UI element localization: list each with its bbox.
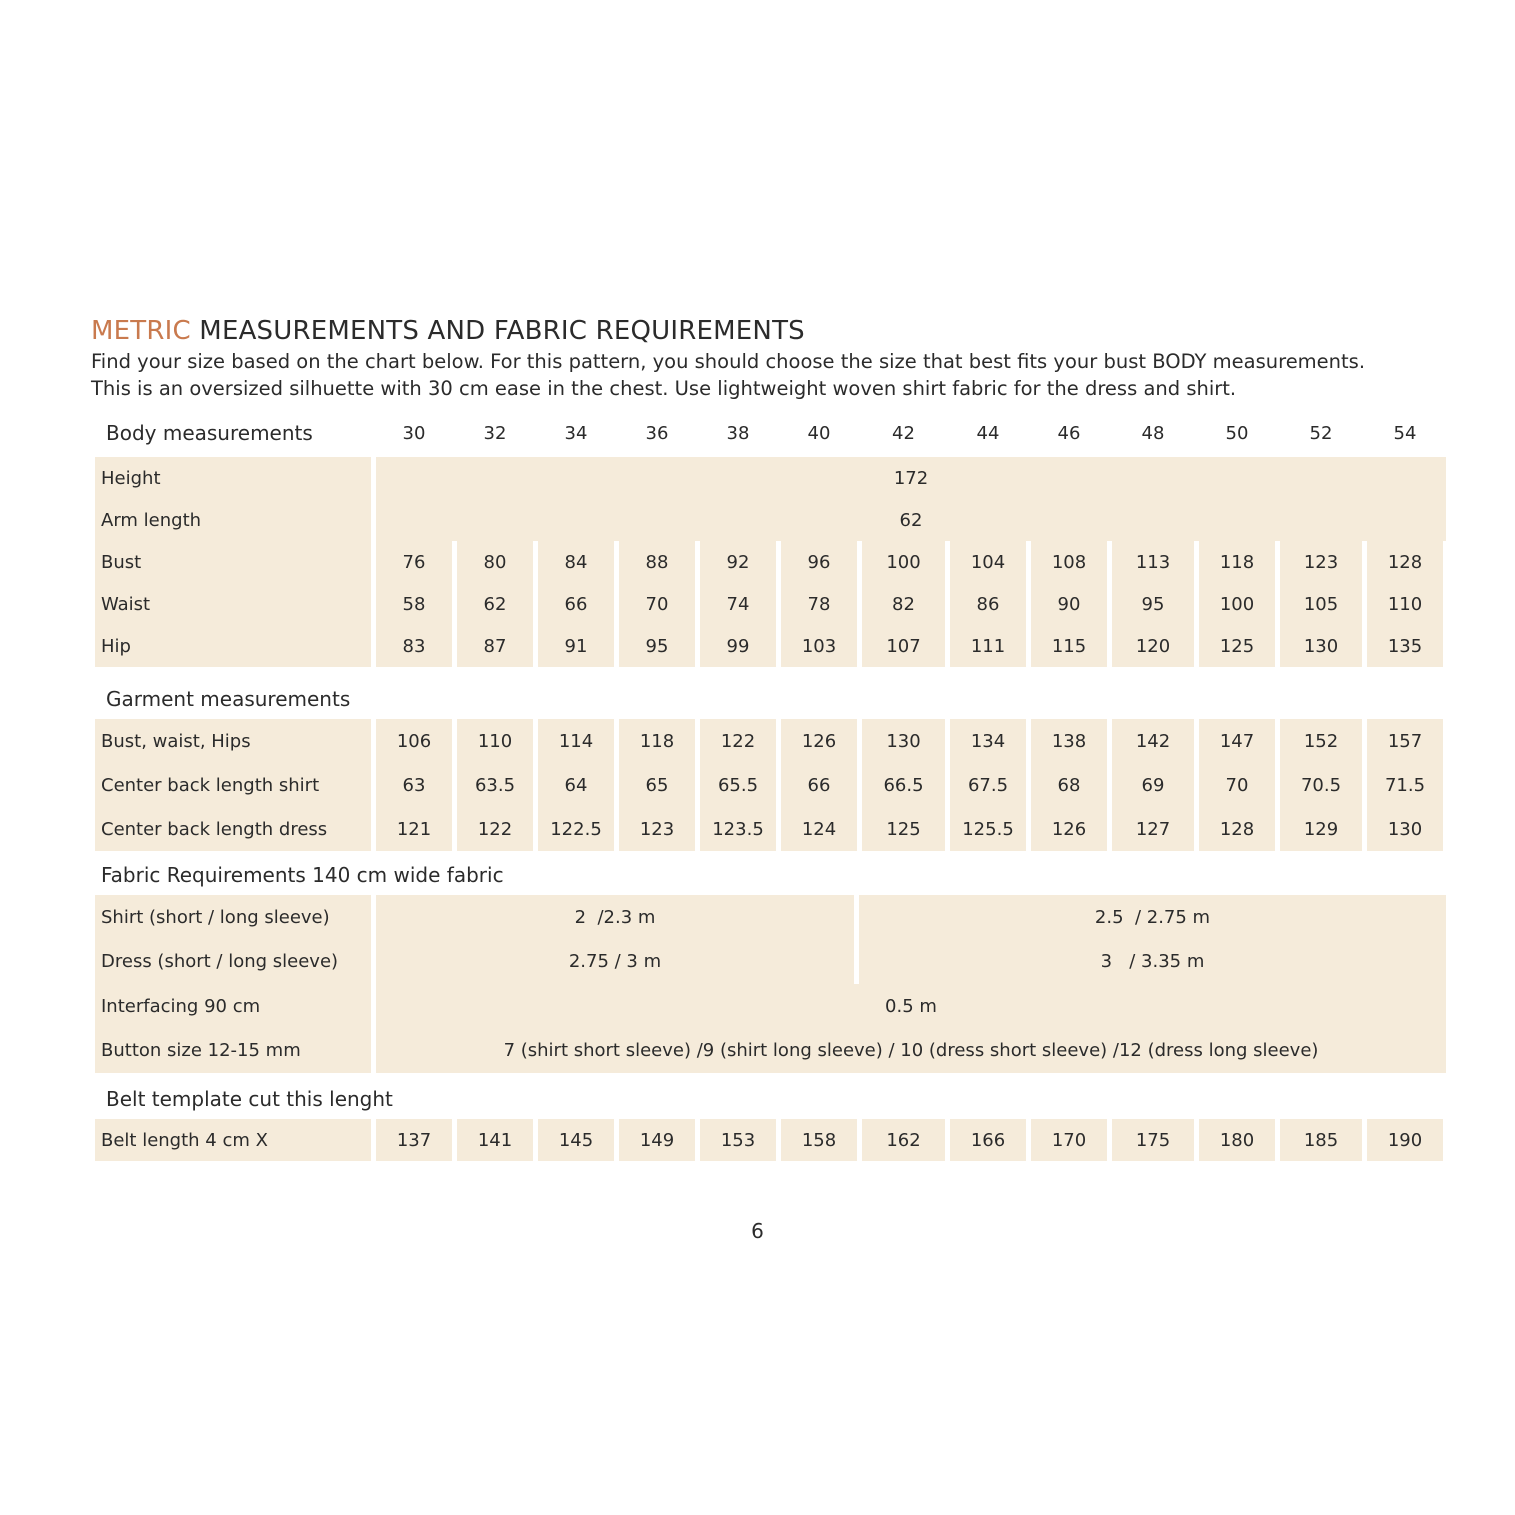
page-heading bbox=[91, 316, 805, 346]
table-cell: 149 bbox=[619, 1119, 695, 1161]
table-cell: 110 bbox=[1367, 583, 1443, 625]
row-label: Waist bbox=[95, 583, 371, 625]
table-cell: 122 bbox=[700, 719, 776, 763]
table-cell: 122 bbox=[457, 807, 533, 851]
table-cell: 145 bbox=[538, 1119, 614, 1161]
table-cell: 86 bbox=[950, 583, 1026, 625]
table-cell: 157 bbox=[1367, 719, 1443, 763]
table-row bbox=[95, 717, 1440, 763]
table-row bbox=[95, 805, 1440, 851]
table-cell-span: 62 bbox=[376, 499, 1446, 541]
table-cell-span: 2.75 / 3 m bbox=[376, 940, 854, 985]
table-cell: 126 bbox=[1031, 807, 1107, 851]
table-cell: 80 bbox=[457, 541, 533, 583]
row-label: Arm length bbox=[95, 499, 371, 541]
section-header-row bbox=[95, 1071, 1440, 1117]
row-label: Height bbox=[95, 457, 371, 499]
section-title: Belt template cut this lenght bbox=[106, 1087, 393, 1111]
table-cell: 76 bbox=[376, 541, 452, 583]
row-label: Button size 12-15 mm bbox=[95, 1029, 371, 1074]
table-cell: 134 bbox=[950, 719, 1026, 763]
size-header: 38 bbox=[726, 422, 750, 444]
section-title: Garment measurements bbox=[106, 687, 351, 711]
table-cell: 142 bbox=[1112, 719, 1194, 763]
table-cell: 70.5 bbox=[1280, 763, 1362, 807]
table-cell: 66.5 bbox=[862, 763, 945, 807]
table-cell: 130 bbox=[862, 719, 945, 763]
table-row bbox=[95, 1027, 1440, 1074]
table-cell: 74 bbox=[700, 583, 776, 625]
table-cell: 65 bbox=[619, 763, 695, 807]
table-cell: 123 bbox=[1280, 541, 1362, 583]
size-header: 30 bbox=[402, 422, 426, 444]
size-header: 42 bbox=[892, 422, 915, 444]
table-cell: 190 bbox=[1367, 1119, 1443, 1161]
table-cell-span: 172 bbox=[376, 457, 1446, 499]
table-cell: 91 bbox=[538, 625, 614, 667]
table-cell: 118 bbox=[1199, 541, 1275, 583]
table-row bbox=[95, 1117, 1440, 1161]
table-cell: 147 bbox=[1199, 719, 1275, 763]
table-cell: 166 bbox=[950, 1119, 1026, 1161]
table-cell-span: 0.5 m bbox=[376, 984, 1446, 1029]
size-header: 36 bbox=[645, 422, 669, 444]
intro-text bbox=[91, 348, 1365, 402]
row-label: Center back length dress bbox=[95, 807, 371, 851]
measurement-table bbox=[95, 413, 1440, 1159]
table-cell: 135 bbox=[1367, 625, 1443, 667]
table-cell: 129 bbox=[1280, 807, 1362, 851]
size-header: 40 bbox=[807, 422, 831, 444]
size-header: 48 bbox=[1141, 422, 1165, 444]
table-cell: 138 bbox=[1031, 719, 1107, 763]
table-cell: 106 bbox=[376, 719, 452, 763]
table-cell: 70 bbox=[619, 583, 695, 625]
table-cell: 108 bbox=[1031, 541, 1107, 583]
table-cell: 110 bbox=[457, 719, 533, 763]
table-row bbox=[95, 893, 1440, 940]
table-cell: 83 bbox=[376, 625, 452, 667]
table-cell: 114 bbox=[538, 719, 614, 763]
table-cell: 125.5 bbox=[950, 807, 1026, 851]
table-cell: 100 bbox=[862, 541, 945, 583]
table-cell: 68 bbox=[1031, 763, 1107, 807]
table-cell: 107 bbox=[862, 625, 945, 667]
table-cell: 95 bbox=[1112, 583, 1194, 625]
row-label: Hip bbox=[95, 625, 371, 667]
table-cell: 120 bbox=[1112, 625, 1194, 667]
table-cell: 62 bbox=[457, 583, 533, 625]
table-cell: 70 bbox=[1199, 763, 1275, 807]
table-cell: 128 bbox=[1367, 541, 1443, 583]
size-header: 54 bbox=[1393, 422, 1417, 444]
table-row bbox=[95, 982, 1440, 1029]
table-cell: 121 bbox=[376, 807, 452, 851]
table-cell: 71.5 bbox=[1367, 763, 1443, 807]
size-header: 52 bbox=[1309, 422, 1333, 444]
heading-accent: METRIC bbox=[91, 316, 191, 346]
table-cell: 175 bbox=[1112, 1119, 1194, 1161]
page-number: 6 bbox=[751, 1219, 764, 1243]
table-cell: 141 bbox=[457, 1119, 533, 1161]
table-cell: 82 bbox=[862, 583, 945, 625]
table-cell: 104 bbox=[950, 541, 1026, 583]
table-cell: 115 bbox=[1031, 625, 1107, 667]
table-cell: 65.5 bbox=[700, 763, 776, 807]
table-row bbox=[95, 455, 1440, 499]
table-cell: 118 bbox=[619, 719, 695, 763]
table-cell: 78 bbox=[781, 583, 857, 625]
section-header-row bbox=[95, 665, 1440, 717]
table-cell: 125 bbox=[1199, 625, 1275, 667]
row-label: Interfacing 90 cm bbox=[95, 984, 371, 1029]
table-cell: 58 bbox=[376, 583, 452, 625]
size-header: 32 bbox=[483, 422, 507, 444]
table-cell: 66 bbox=[538, 583, 614, 625]
table-header-row bbox=[95, 413, 1440, 453]
table-cell: 152 bbox=[1280, 719, 1362, 763]
table-cell: 170 bbox=[1031, 1119, 1107, 1161]
table-cell-span: 3 / 3.35 m bbox=[859, 940, 1446, 985]
table-cell-span: 2.5 / 2.75 m bbox=[859, 895, 1446, 940]
table-cell: 128 bbox=[1199, 807, 1275, 851]
table-cell: 95 bbox=[619, 625, 695, 667]
table-cell: 88 bbox=[619, 541, 695, 583]
table-row bbox=[95, 581, 1440, 625]
row-label: Shirt (short / long sleeve) bbox=[95, 895, 371, 940]
row-label: Belt length 4 cm X bbox=[95, 1119, 371, 1161]
intro-line: This is an oversized silhuette with 30 cm ease in the chest. Use lightweight woven shirt fabric for the dress and shirt. bbox=[91, 377, 1237, 400]
table-cell: 113 bbox=[1112, 541, 1194, 583]
table-cell-span: 2 /2.3 m bbox=[376, 895, 854, 940]
intro-line: Find your size based on the chart below. For this pattern, you should choose the size that best fits your bust BODY measurements. bbox=[91, 350, 1366, 373]
table-row bbox=[95, 623, 1440, 667]
table-row bbox=[95, 938, 1440, 985]
size-header: 44 bbox=[976, 422, 1000, 444]
table-cell: 162 bbox=[862, 1119, 945, 1161]
table-cell: 103 bbox=[781, 625, 857, 667]
table-cell: 126 bbox=[781, 719, 857, 763]
table-cell: 130 bbox=[1367, 807, 1443, 851]
table-row bbox=[95, 497, 1440, 541]
heading-rest: MEASUREMENTS AND FABRIC REQUIREMENTS bbox=[190, 316, 805, 346]
table-cell: 92 bbox=[700, 541, 776, 583]
table-cell: 127 bbox=[1112, 807, 1194, 851]
table-cell: 137 bbox=[376, 1119, 452, 1161]
row-label: Dress (short / long sleeve) bbox=[95, 940, 371, 985]
table-cell: 123.5 bbox=[700, 807, 776, 851]
section-header-row bbox=[95, 849, 1440, 893]
table-cell: 84 bbox=[538, 541, 614, 583]
section-title: Body measurements bbox=[106, 421, 313, 445]
table-cell: 66 bbox=[781, 763, 857, 807]
table-cell: 180 bbox=[1199, 1119, 1275, 1161]
table-cell: 64 bbox=[538, 763, 614, 807]
size-header: 50 bbox=[1225, 422, 1249, 444]
table-cell: 130 bbox=[1280, 625, 1362, 667]
size-header: 34 bbox=[564, 422, 588, 444]
table-cell: 185 bbox=[1280, 1119, 1362, 1161]
row-label: Bust, waist, Hips bbox=[95, 719, 371, 763]
table-cell: 87 bbox=[457, 625, 533, 667]
section-title: Fabric Requirements 140 cm wide fabric bbox=[101, 863, 504, 887]
table-cell: 67.5 bbox=[950, 763, 1026, 807]
size-header: 46 bbox=[1057, 422, 1081, 444]
table-cell: 105 bbox=[1280, 583, 1362, 625]
table-cell: 99 bbox=[700, 625, 776, 667]
table-cell: 100 bbox=[1199, 583, 1275, 625]
table-cell: 124 bbox=[781, 807, 857, 851]
row-label: Bust bbox=[95, 541, 371, 583]
table-cell: 69 bbox=[1112, 763, 1194, 807]
table-row bbox=[95, 539, 1440, 583]
table-row bbox=[95, 761, 1440, 807]
table-cell: 153 bbox=[700, 1119, 776, 1161]
row-label: Center back length shirt bbox=[95, 763, 371, 807]
table-cell: 158 bbox=[781, 1119, 857, 1161]
table-cell-span: 7 (shirt short sleeve) /9 (shirt long sleeve) / 10 (dress short sleeve) /12 (dress long sleeve) bbox=[376, 1029, 1446, 1074]
table-cell: 63.5 bbox=[457, 763, 533, 807]
table-cell: 63 bbox=[376, 763, 452, 807]
table-cell: 122.5 bbox=[538, 807, 614, 851]
table-cell: 123 bbox=[619, 807, 695, 851]
table-cell: 96 bbox=[781, 541, 857, 583]
table-cell: 90 bbox=[1031, 583, 1107, 625]
table-cell: 111 bbox=[950, 625, 1026, 667]
table-cell: 125 bbox=[862, 807, 945, 851]
